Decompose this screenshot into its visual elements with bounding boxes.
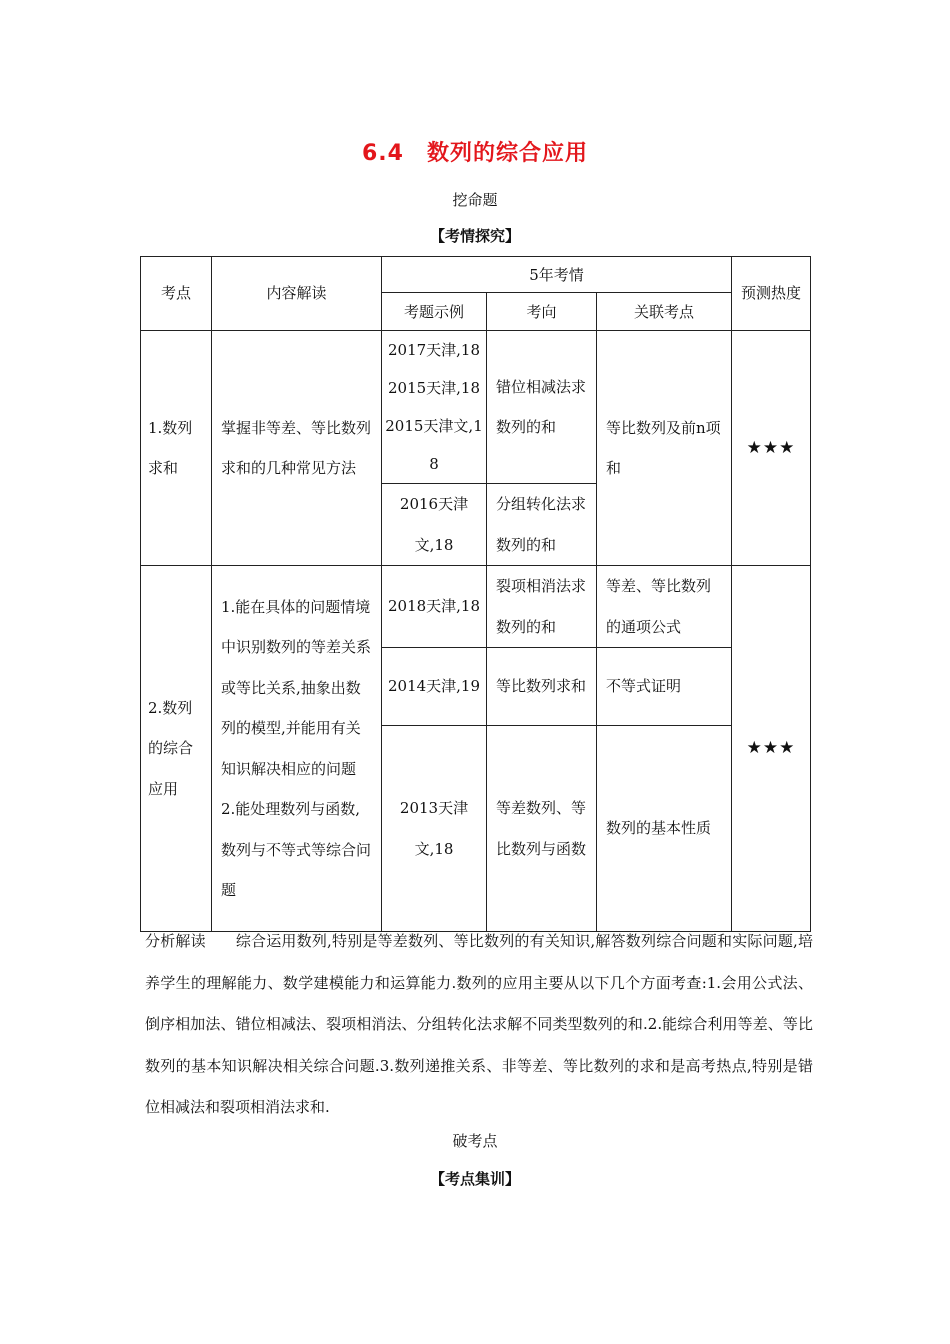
row2-redu-stars: ★★★ xyxy=(732,566,811,932)
row2a-example: 2018天津,18 xyxy=(382,566,487,648)
row2c-kaoxiang: 等差数列、等比数列与函数 xyxy=(487,726,597,932)
analysis-label: 分析解读 xyxy=(145,932,206,950)
exam-analysis-table xyxy=(140,256,811,932)
row2c-example: 2013天津文,18 xyxy=(382,726,487,932)
header-kaodian: 考点 xyxy=(141,257,212,331)
section-heading-pokaodian: 破考点 xyxy=(452,1132,498,1150)
row2-neirong: 1.能在具体的问题情境中识别数列的等差关系或等比关系,抽象出数列的模型,并能用有关知识解决相应的问题 2.能处理数列与函数,数列与不等式等综合问题 xyxy=(212,566,382,932)
header-example: 考题示例 xyxy=(382,293,487,331)
row1a-kaoxiang: 错位相减法求数列的和 xyxy=(487,331,597,484)
row2c-guanlian: 数列的基本性质 xyxy=(597,726,732,932)
analysis-text: 综合运用数列,特别是等差数列、等比数列的有关知识,解答数列综合问题和实际问题,培养学生的理解能力、数学建模能力和运算能力.数列的应用主要从以下几个方面考查:1.会用公式法、倒序相加法、错位相减法、裂项相消法、分组转化法求解不同类型数列的和.2.能综合利用等差、等比数列的基本知识解决相关综合问题.3.数列递推关系、非等差、等比数列的求和是高考热点,特别是错位相减法和裂项相消法求和. xyxy=(145,932,813,1116)
header-neirong: 内容解读 xyxy=(212,257,382,331)
header-redu: 预测热度 xyxy=(732,257,811,331)
page-title: 6.4 数列的综合应用 xyxy=(362,141,588,166)
section-heading-wamingti: 挖命题 xyxy=(452,191,498,209)
row1b-kaoxiang: 分组转化法求数列的和 xyxy=(487,484,597,566)
header-guanlian: 关联考点 xyxy=(597,293,732,331)
analysis-paragraph xyxy=(145,921,813,1129)
row1-kaodian: 1.数列求和 xyxy=(141,331,212,566)
row2a-guanlian: 等差、等比数列的通项公式 xyxy=(597,566,732,648)
row2b-kaoxiang: 等比数列求和 xyxy=(487,648,597,726)
row2b-guanlian: 不等式证明 xyxy=(597,648,732,726)
row1-neirong: 掌握非等差、等比数列求和的几种常见方法 xyxy=(212,331,382,566)
row1-redu-stars: ★★★ xyxy=(732,331,811,566)
row1b-example: 2016天津文,18 xyxy=(382,484,487,566)
header-kaoxiang: 考向 xyxy=(487,293,597,331)
row2-kaodian: 2.数列的综合应用 xyxy=(141,566,212,932)
section-subheading-jixun: 【考点集训】 xyxy=(429,1170,520,1188)
row2a-kaoxiang: 裂项相消法求数列的和 xyxy=(487,566,597,648)
row2b-example: 2014天津,19 xyxy=(382,648,487,726)
row1a-example: 2017天津,18 2015天津,18 2015天津文,18 xyxy=(382,331,487,484)
header-5year: 5年考情 xyxy=(382,257,732,293)
section-subheading-kaoqing: 【考情探究】 xyxy=(429,227,520,245)
row1-guanlian: 等比数列及前n项和 xyxy=(597,331,732,566)
